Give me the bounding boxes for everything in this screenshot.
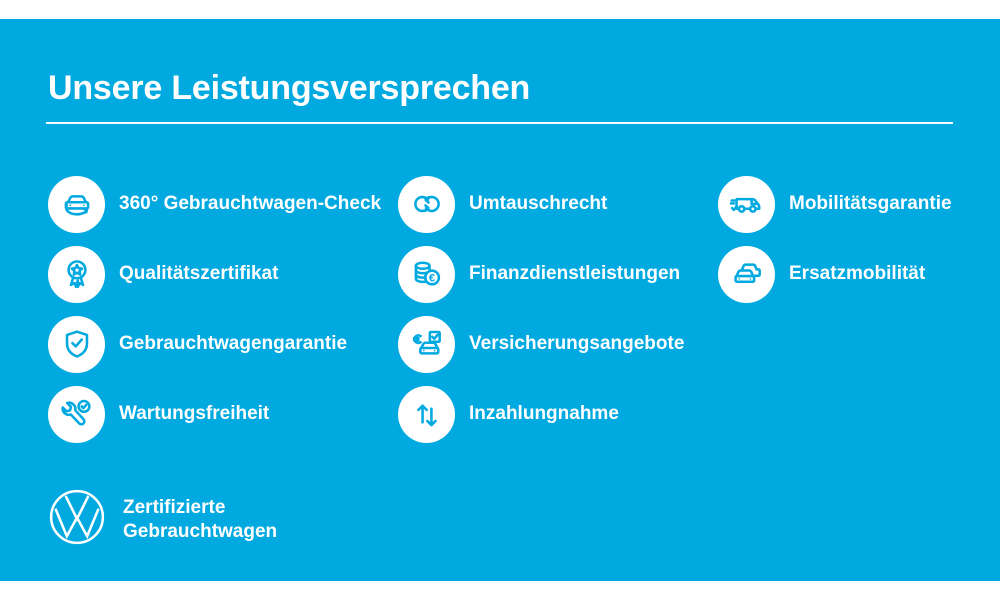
benefit-item [48,175,393,233]
benefit-item [718,245,993,303]
exchange-arrows-icon [398,176,455,233]
footer-claim-line2: Gebrauchtwagen [123,521,278,542]
benefits-column-1 [48,175,393,455]
car-360-icon [48,176,105,233]
benefit-item [718,175,993,233]
benefit-item [48,245,393,303]
benefits-column-2 [398,175,713,455]
benefit-label: Wartungsfreiheit [119,403,270,424]
van-icon [718,176,775,233]
wrench-check-icon [48,386,105,443]
benefit-item [398,315,713,373]
svg-text:€: € [428,272,435,285]
benefit-label: Finanzdienstleistungen [469,263,681,284]
benefit-item [398,385,713,443]
two-cars-icon [718,246,775,303]
benefit-item [48,385,393,443]
car-checklist-icon [398,316,455,373]
benefit-label: Ersatzmobilität [789,263,926,284]
page-title: Unsere Leistungsversprechen [48,69,531,107]
benefit-label: Inzahlungnahme [469,403,619,424]
brand-footer [48,488,277,546]
benefits-column-3 [718,175,993,315]
benefit-label: Umtauschrecht [469,193,608,214]
benefit-label: Gebrauchtwagengarantie [119,333,348,354]
coins-euro-icon [398,246,455,303]
vw-logo [48,488,106,546]
up-down-arrows-icon [398,386,455,443]
benefit-item [398,175,713,233]
benefit-label: 360° Gebrauchtwagen-Check [119,193,382,214]
benefit-label: Versicherungsangebote [469,333,685,354]
benefit-item [48,315,393,373]
title-underline [46,122,953,124]
cyan-panel [0,19,1000,581]
footer-claim-line1: Zertifizierte [123,497,226,518]
benefit-item [398,245,713,303]
footer-claim [123,496,277,544]
shield-check-icon [48,316,105,373]
benefit-label: Qualitätszertifikat [119,263,279,284]
quality-certificate-icon [48,246,105,303]
benefit-label: Mobilitätsgarantie [789,193,952,214]
